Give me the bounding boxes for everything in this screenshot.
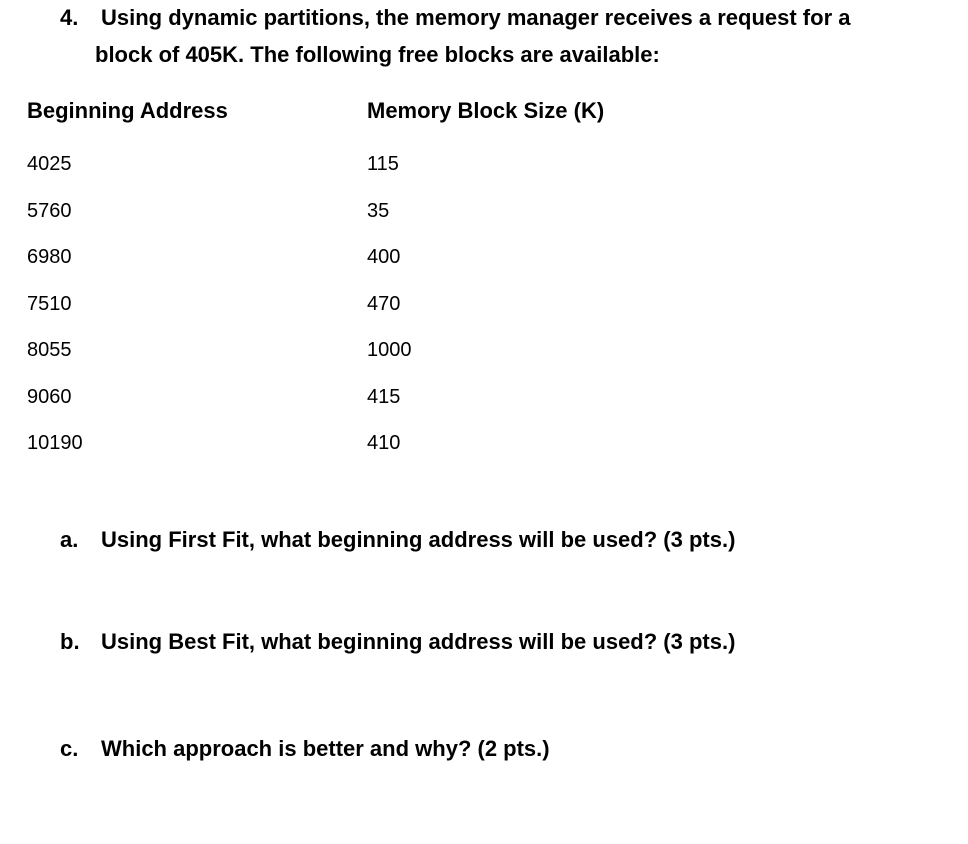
subquestion-letter: a. bbox=[60, 527, 79, 552]
table-row bbox=[0, 383, 968, 430]
size-cell: 470 bbox=[367, 292, 401, 315]
size-cell: 1000 bbox=[367, 339, 412, 361]
table-row bbox=[0, 429, 968, 476]
size-cell: 400 bbox=[367, 246, 401, 268]
column-header-memory-block-size: Memory Block Size (K) bbox=[367, 98, 605, 123]
subquestion-letter: c. bbox=[60, 736, 79, 761]
size-cell: 115 bbox=[367, 153, 399, 175]
subquestion-a bbox=[60, 526, 735, 554]
table-row bbox=[0, 290, 968, 337]
question-text-line-2: block of 405K. The following free blocks are available: bbox=[95, 42, 660, 67]
address-cell: 10190 bbox=[27, 432, 83, 454]
subquestion-text: Using First Fit, what beginning address will be used? (3 pts.) bbox=[101, 527, 736, 552]
address-cell: 9060 bbox=[27, 385, 72, 408]
subquestion-b bbox=[60, 628, 735, 656]
address-cell: 4025 bbox=[27, 153, 72, 175]
subquestion-text: Using Best Fit, what beginning address will be used? (3 pts.) bbox=[101, 629, 736, 654]
address-cell: 6980 bbox=[27, 246, 72, 268]
free-blocks-table bbox=[0, 150, 968, 476]
address-cell: 5760 bbox=[27, 199, 72, 222]
size-cell: 35 bbox=[367, 199, 390, 222]
table-row bbox=[0, 197, 968, 244]
table-row bbox=[0, 243, 968, 290]
address-cell: 7510 bbox=[27, 292, 72, 315]
subquestion-letter: b. bbox=[60, 629, 80, 654]
table-row bbox=[0, 336, 968, 383]
address-cell: 8055 bbox=[27, 339, 72, 361]
subquestion-text: Which approach is better and why? (2 pts.) bbox=[101, 736, 550, 761]
question-number: 4. bbox=[60, 5, 79, 30]
size-cell: 410 bbox=[367, 432, 401, 454]
subquestion-c bbox=[60, 735, 550, 763]
size-cell: 415 bbox=[367, 385, 401, 408]
table-row bbox=[0, 150, 968, 197]
column-header-beginning-address: Beginning Address bbox=[27, 98, 228, 123]
question-text-line-1: Using dynamic partitions, the memory manager receives a request for a bbox=[101, 5, 851, 30]
